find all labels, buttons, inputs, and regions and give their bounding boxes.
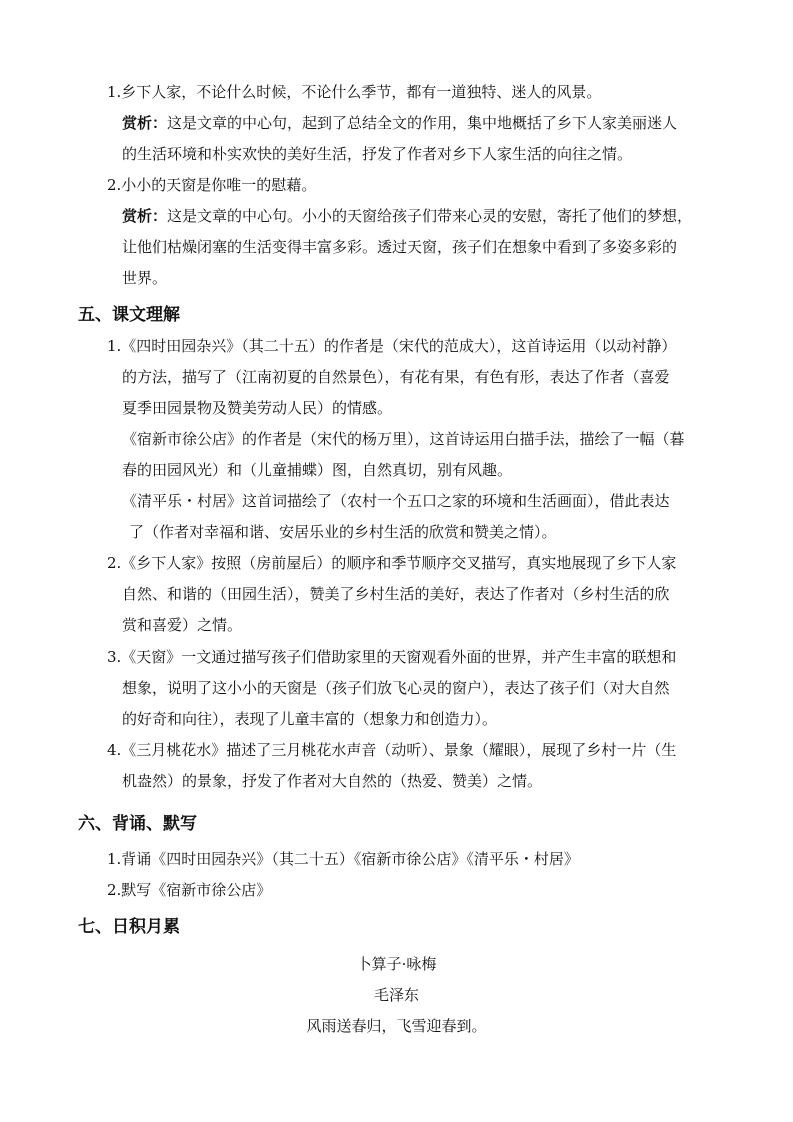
paragraph-line: 的方法，描写了（江南初夏的自然景色），有花有果，有色有形，表达了作者（喜爱 <box>122 368 670 386</box>
item-2-note <box>122 206 692 226</box>
paragraph-line: 夏季田园景物及赞美劳动人民）的情感。 <box>122 399 393 417</box>
note-text: 这是文章的中心句。小小的天窗给孩子们带来心灵的安慰，寄托了他们的梦想， <box>167 207 693 225</box>
item-1-note-cont: 的生活环境和朴实欢快的美好生活，抒发了作者对乡下人家生活的向往之情。 <box>122 145 633 163</box>
paragraph-line: 1.背诵《四时田园杂兴》（其二十五）《宿新市徐公店》《清平乐・村居》 <box>107 850 579 868</box>
item-2: 2.小小的天窗是你唯一的慰藉。 <box>107 176 317 194</box>
paragraph-line: 2.默写《宿新市徐公店》 <box>107 881 272 899</box>
section-heading-6: 六、背诵、默写 <box>78 814 197 834</box>
note-label: 赏析： <box>122 207 168 225</box>
item-2-note-cont: 世界。 <box>122 269 168 287</box>
paragraph-line: 的好奇和向往），表现了儿童丰富的（想象力和创造力）。 <box>122 710 498 728</box>
item-1: 1.乡下人家，不论什么时候，不论什么季节，都有一道独特、迷人的风景。 <box>107 83 602 101</box>
item-1-note <box>122 113 677 133</box>
paragraph-line: 1.《四时田园杂兴》（其二十五）的作者是（宋代的范成大），这首诗运用（以动衬静） <box>107 337 677 355</box>
paragraph-line: 机盎然）的景象，抒发了作者对大自然的（热爱、赞美）之情。 <box>122 772 543 790</box>
paragraph-line: 《宿新市徐公店》的作者是（宋代的杨万里），这首诗运用白描手法，描绘了一幅（暮 <box>122 430 685 448</box>
poem-author: 毛泽东 <box>373 986 419 1004</box>
poem-line: 风雨送春归，飞雪迎春到。 <box>306 1017 487 1035</box>
paragraph-line: 2.《乡下人家》按照（房前屋后）的顺序和季节顺序交叉描写，真实地展现了乡下人家 <box>107 554 677 572</box>
paragraph-line: 4.《三月桃花水》描述了三月桃花水声音（动听）、景象（耀眼），展现了乡村一片（生 <box>107 741 677 759</box>
paragraph-line: 春的田园风光）和（儿童捕蝶）图，自然真切，别有风趣。 <box>122 461 513 479</box>
paragraph-line: 《清平乐・村居》这首词描绘了（农村一个五口之家的环境和生活画面），借此表达 <box>122 492 670 510</box>
note-text: 这是文章的中心句，起到了总结全文的作用，集中地概括了乡下人家美丽迷人 <box>167 114 678 132</box>
paragraph-line: 赏和喜爱）之情。 <box>122 616 243 634</box>
note-label: 赏析： <box>122 114 168 132</box>
item-2-note-cont: 让他们枯燥闭塞的生活变得丰富多彩。透过天窗，孩子们在想象中看到了多姿多彩的 <box>122 238 678 256</box>
section-heading-5: 五、课文理解 <box>78 305 180 325</box>
paragraph-line: 想象，说明了这小小的天窗是（孩子们放飞心灵的窗户），表达了孩子们（对大自然 <box>122 679 670 697</box>
paragraph-line: 自然、和谐的（田园生活），赞美了乡村生活的美好，表达了作者对（乡村生活的欣 <box>122 585 670 603</box>
poem-title: 卜算子·咏梅 <box>356 955 437 973</box>
paragraph-line: 3.《天窗》一文通过描写孩子们借助家里的天窗观看外面的世界，并产生丰富的联想和 <box>107 648 677 666</box>
section-heading-7: 七、日积月累 <box>78 917 180 937</box>
paragraph-line: 了（作者对幸福和谐、安居乐业的乡村生活的欣赏和赞美之情）。 <box>129 523 557 541</box>
